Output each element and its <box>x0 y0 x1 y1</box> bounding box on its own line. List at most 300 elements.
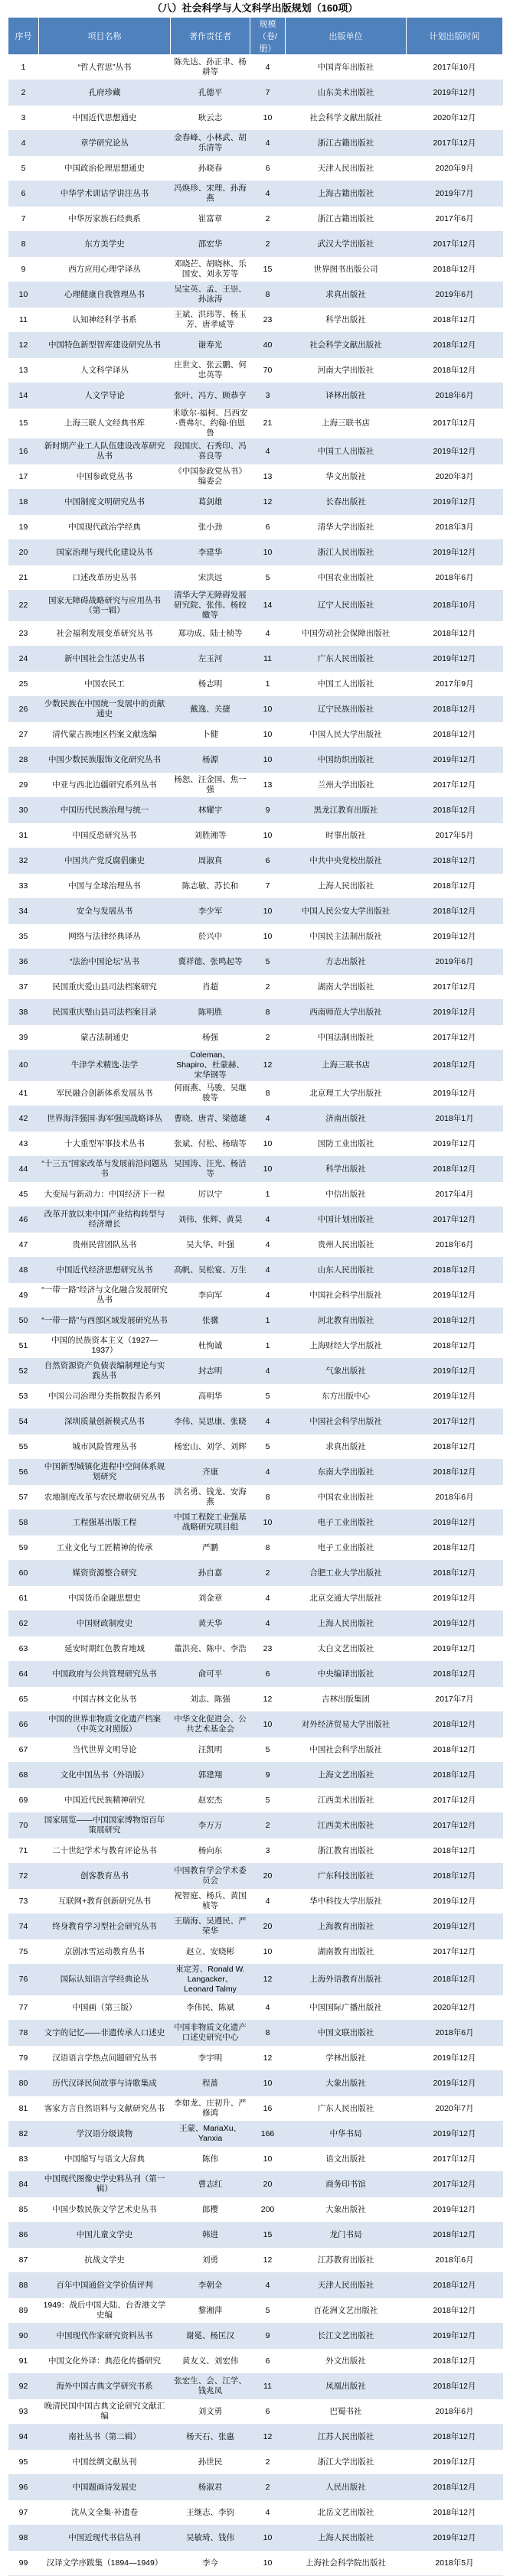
table-row <box>8 1611 503 1636</box>
table-row <box>8 2021 503 2046</box>
cell-author: 吴宝英、孟、王崇、孙泳涛 <box>171 282 250 308</box>
cell-publisher: 黑龙江教育出版社 <box>286 798 407 823</box>
cell-index: 91 <box>8 2349 39 2374</box>
table-row <box>8 282 503 308</box>
cell-project-name: 改革开放以来中国产业结构转型与经济增长 <box>39 1207 171 1233</box>
cell-project-name: 中国的世界非物质文化遗产档案（中英文对照版） <box>39 1712 171 1737</box>
cell-volumes: 10 <box>250 1510 286 1536</box>
cell-date: 2019年12月 <box>407 2324 503 2349</box>
cell-author: 左玉河 <box>171 646 250 672</box>
cell-publisher: 湖南大学出版社 <box>286 975 407 1000</box>
cell-volumes: 11 <box>250 2374 286 2399</box>
cell-date: 2017年12月 <box>407 409 503 439</box>
cell-project-name: 百年中国通俗文学价值评判 <box>39 2273 171 2298</box>
cell-index: 16 <box>8 439 39 464</box>
cell-index: 53 <box>8 1384 39 1409</box>
cell-index: 66 <box>8 1712 39 1737</box>
cell-publisher: 江西美术出版社 <box>286 1788 407 1813</box>
cell-volumes: 10 <box>250 747 286 773</box>
cell-publisher: 时事出版社 <box>286 823 407 848</box>
cell-author: 杨淑君 <box>171 2475 250 2500</box>
cell-volumes: 8 <box>250 282 286 308</box>
cell-project-name: 中国历代民族治理与统一 <box>39 798 171 823</box>
cell-index: 30 <box>8 798 39 823</box>
cell-volumes: 4 <box>250 1586 286 1611</box>
cell-project-name: 少数民族在中国统一发展中的贡献通史 <box>39 697 171 722</box>
cell-author: 李万万 <box>171 1813 250 1838</box>
cell-date: 2018年6月 <box>407 2021 503 2046</box>
table-row <box>8 2122 503 2147</box>
cell-project-name: 中国政治伦理思想通史 <box>39 156 171 181</box>
cell-publisher: 辽宁民族出版社 <box>286 697 407 722</box>
cell-index: 83 <box>8 2147 39 2172</box>
cell-publisher: 广东科技出版社 <box>286 1864 407 1889</box>
cell-date: 2019年12月 <box>407 2526 503 2551</box>
cell-volumes: 6 <box>250 2399 286 2425</box>
cell-author: 刘志、陈强 <box>171 1687 250 1712</box>
cell-publisher: 上海三联书店 <box>286 1050 407 1081</box>
cell-project-name: 中国新型城镇化进程中空间体系规划研究 <box>39 1460 171 1485</box>
table-row <box>8 308 503 333</box>
cell-index: 47 <box>8 1233 39 1258</box>
cell-author: 吴国涛、汪光、杨洁等 <box>171 1157 250 1182</box>
cell-volumes: 10 <box>250 1132 286 1157</box>
cell-date: 2019年12月 <box>407 1889 503 1914</box>
cell-date: 2019年12月 <box>407 747 503 773</box>
cell-author: 曹志红 <box>171 2172 250 2197</box>
cell-publisher: 中国文联出版社 <box>286 2021 407 2046</box>
cell-publisher: 浙江古籍出版社 <box>286 207 407 232</box>
table-row <box>8 540 503 565</box>
cell-index: 14 <box>8 383 39 409</box>
cell-author: 清华大学无障碍发展研究院、张伟、杨皎皦等 <box>171 591 250 621</box>
cell-author: 中国非物质文化遗产口述史研究中心 <box>171 2021 250 2046</box>
cell-index: 44 <box>8 1157 39 1182</box>
cell-project-name: 中国财政制度史 <box>39 1611 171 1636</box>
cell-publisher: 上海人民出版社 <box>286 2526 407 2551</box>
cell-volumes: 5 <box>250 1788 286 1813</box>
cell-index: 94 <box>8 2425 39 2450</box>
cell-volumes: 200 <box>250 2197 286 2223</box>
cell-author: 刘勇 <box>171 2248 250 2273</box>
cell-project-name: 抗战文学史 <box>39 2248 171 2273</box>
table-row <box>8 1025 503 1050</box>
cell-volumes: 6 <box>250 515 286 540</box>
cell-project-name: 京剧冰雪运动教育丛书 <box>39 1939 171 1965</box>
cell-date: 2018年12月 <box>407 2298 503 2324</box>
cell-publisher: 北京交通大学出版社 <box>286 1586 407 1611</box>
cell-author: 邓晓芒、胡晓林、乐国安、刘永芳等 <box>171 257 250 282</box>
cell-publisher: 江西美术出版社 <box>286 1813 407 1838</box>
cell-date: 2018年1月 <box>407 1106 503 1132</box>
cell-volumes: 9 <box>250 1763 286 1788</box>
table-row <box>8 181 503 207</box>
cell-volumes: 12 <box>250 2248 286 2273</box>
cell-publisher: 中国人民大学出版社 <box>286 722 407 747</box>
table-row <box>8 2197 503 2223</box>
cell-date: 2019年7月 <box>407 181 503 207</box>
cell-author: 崔富章 <box>171 207 250 232</box>
cell-volumes: 4 <box>250 1611 286 1636</box>
cell-publisher: 中国社会科学出版社 <box>286 1409 407 1435</box>
cell-publisher: 电子工业出版社 <box>286 1510 407 1536</box>
cell-author: 孙自嘉 <box>171 1561 250 1586</box>
table-row <box>8 1384 503 1409</box>
cell-author: 严鹏 <box>171 1536 250 1561</box>
cell-volumes: 4 <box>250 1359 286 1384</box>
cell-volumes: 4 <box>250 131 286 156</box>
cell-date: 2017年12月 <box>407 1788 503 1813</box>
cell-project-name: 客家方言自然语料与文献研究丛书 <box>39 2096 171 2122</box>
cell-date: 2020年12月 <box>407 1995 503 2021</box>
table-row <box>8 1788 503 1813</box>
cell-project-name: 世界海洋强国·海军强国战略译丛 <box>39 1106 171 1132</box>
cell-publisher: 兰州大学出版社 <box>286 773 407 798</box>
col-header-name: 项目名称 <box>39 18 171 55</box>
cell-publisher: 人民出版社 <box>286 2475 407 2500</box>
cell-publisher: 广东人民出版社 <box>286 646 407 672</box>
table-row <box>8 874 503 899</box>
table-row <box>8 1106 503 1132</box>
table-row <box>8 2223 503 2248</box>
table-row <box>8 2248 503 2273</box>
cell-date: 2018年12月 <box>407 1258 503 1283</box>
cell-date: 2018年5月 <box>407 2551 503 2576</box>
cell-volumes: 4 <box>250 1889 286 1914</box>
cell-index: 52 <box>8 1359 39 1384</box>
cell-project-name: 中国近代思想通史 <box>39 106 171 131</box>
cell-publisher: 中共中央党校出版社 <box>286 848 407 874</box>
cell-index: 50 <box>8 1308 39 1334</box>
table-row <box>8 131 503 156</box>
cell-volumes: 5 <box>250 565 286 591</box>
col-header-date: 计划出版时间 <box>407 18 503 55</box>
cell-index: 38 <box>8 1000 39 1025</box>
cell-date: 2018年12月 <box>407 1050 503 1081</box>
cell-index: 28 <box>8 747 39 773</box>
cell-project-name: “法治中国论坛”丛书 <box>39 949 171 975</box>
cell-publisher: 江苏教育出版社 <box>286 2248 407 2273</box>
cell-index: 60 <box>8 1561 39 1586</box>
cell-volumes: 5 <box>250 2298 286 2324</box>
cell-volumes: 2 <box>250 1813 286 1838</box>
cell-date: 2018年12月 <box>407 1737 503 1763</box>
cell-index: 56 <box>8 1460 39 1485</box>
cell-publisher: 中国国际广播出版社 <box>286 1995 407 2021</box>
cell-volumes: 12 <box>250 2425 286 2450</box>
cell-publisher: 清华大学出版社 <box>286 515 407 540</box>
cell-author: 李宇明 <box>171 2046 250 2071</box>
cell-volumes: 4 <box>250 1460 286 1485</box>
cell-index: 31 <box>8 823 39 848</box>
table-row <box>8 1050 503 1081</box>
cell-publisher: 华文出版社 <box>286 464 407 490</box>
cell-author: 中国工程院工业强基战略研究项目组 <box>171 1510 250 1536</box>
cell-publisher: 上海财经大学出版社 <box>286 1334 407 1359</box>
table-row <box>8 621 503 646</box>
cell-date: 2018年12月 <box>407 848 503 874</box>
cell-author: 刘伟、张辉、黄昊 <box>171 1207 250 1233</box>
cell-volumes: 4 <box>250 2500 286 2526</box>
cell-date: 2017年12月 <box>407 773 503 798</box>
cell-date: 2018年12月 <box>407 1334 503 1359</box>
cell-publisher: 东南大学出版社 <box>286 1460 407 1485</box>
cell-project-name: 1949：战后中国大陆、台香港文学史编 <box>39 2298 171 2324</box>
cell-index: 71 <box>8 1838 39 1864</box>
table-row <box>8 358 503 383</box>
cell-author: Coleman、Shapiro、杜蒙赫、宋华钢等 <box>171 1050 250 1081</box>
table-row <box>8 464 503 490</box>
cell-volumes: 5 <box>250 1737 286 1763</box>
cell-volumes: 10 <box>250 2147 286 2172</box>
table-row <box>8 1939 503 1965</box>
table-row <box>8 823 503 848</box>
table-row <box>8 207 503 232</box>
cell-index: 75 <box>8 1939 39 1965</box>
table-row <box>8 106 503 131</box>
cell-publisher: 上海外语教育出版社 <box>286 1965 407 1995</box>
table-row <box>8 1687 503 1712</box>
cell-publisher: 天津人民出版社 <box>286 156 407 181</box>
cell-author: 邵宏华 <box>171 232 250 257</box>
cell-index: 55 <box>8 1435 39 1460</box>
cell-author: 段国庆、石秀印、冯喜良等 <box>171 439 250 464</box>
cell-author: 王瑞海、吴遵民、严荣华 <box>171 1914 250 1939</box>
cell-date: 2018年12月 <box>407 2374 503 2399</box>
cell-index: 37 <box>8 975 39 1000</box>
cell-project-name: 南社丛书（第二辑） <box>39 2425 171 2450</box>
cell-project-name: 沈从文全集·补遗卷 <box>39 2500 171 2526</box>
cell-volumes: 6 <box>250 1662 286 1687</box>
cell-index: 87 <box>8 2248 39 2273</box>
cell-date: 2017年6月 <box>407 207 503 232</box>
cell-volumes: 4 <box>250 439 286 464</box>
cell-volumes: 2 <box>250 1561 286 1586</box>
cell-author: 张宏生、会、江学、钱兆凤 <box>171 2374 250 2399</box>
cell-project-name: 贵州民营团队丛书 <box>39 1233 171 1258</box>
table-row <box>8 1182 503 1207</box>
cell-project-name: 安全与发展丛书 <box>39 899 171 924</box>
cell-project-name: 认知神经科学书系 <box>39 308 171 333</box>
cell-date: 2017年12月 <box>407 1813 503 1838</box>
cell-project-name: “十三五”国家改革与发展前沿问题丛书 <box>39 1157 171 1182</box>
cell-author: 谢寿光 <box>171 333 250 358</box>
cell-index: 39 <box>8 1025 39 1050</box>
cell-date: 2018年12月 <box>407 899 503 924</box>
cell-volumes: 10 <box>250 540 286 565</box>
cell-index: 90 <box>8 2324 39 2349</box>
cell-project-name: 汉语语言学热点问题研究丛书 <box>39 2046 171 2071</box>
table-row <box>8 1132 503 1157</box>
cell-project-name: 中国现代图像史学史料丛刊（第一辑） <box>39 2172 171 2197</box>
table-row <box>8 439 503 464</box>
cell-volumes: 2 <box>250 2475 286 2500</box>
cell-publisher: 中国社会科学出版社 <box>286 1737 407 1763</box>
cell-publisher: 济南出版社 <box>286 1106 407 1132</box>
table-row <box>8 55 503 80</box>
cell-publisher: 上海人民出版社 <box>286 1611 407 1636</box>
cell-author: 耿云志 <box>171 106 250 131</box>
cell-publisher: 上海古籍出版社 <box>286 181 407 207</box>
cell-author: 洪名勇、钱龙、安海燕 <box>171 1485 250 1510</box>
cell-volumes: 10 <box>250 1712 286 1737</box>
cell-publisher: 中国工人出版社 <box>286 672 407 697</box>
cell-publisher: 百花洲文艺出版社 <box>286 2298 407 2324</box>
cell-publisher: 江苏人民出版社 <box>286 2425 407 2450</box>
cell-index: 7 <box>8 207 39 232</box>
table-row <box>8 80 503 106</box>
cell-publisher: 西南师范大学出版社 <box>286 1000 407 1025</box>
cell-volumes: 16 <box>250 2096 286 2122</box>
cell-author: 中国教育学会学术委员会 <box>171 1864 250 1889</box>
cell-volumes: 4 <box>250 1106 286 1132</box>
cell-volumes: 10 <box>250 697 286 722</box>
table-row <box>8 1662 503 1687</box>
cell-date: 2020年7月 <box>407 2096 503 2122</box>
cell-author: 吴大华、叶强 <box>171 1233 250 1258</box>
cell-date: 2018年12月 <box>407 1662 503 1687</box>
cell-project-name: 中国现代政治学经典 <box>39 515 171 540</box>
cell-publisher: 中国人民公安大学出版社 <box>286 899 407 924</box>
cell-index: 72 <box>8 1864 39 1889</box>
cell-publisher: 长春出版社 <box>286 490 407 515</box>
cell-index: 8 <box>8 232 39 257</box>
cell-index: 80 <box>8 2071 39 2096</box>
table-row <box>8 672 503 697</box>
table-row <box>8 899 503 924</box>
cell-publisher: 浙江古籍出版社 <box>286 131 407 156</box>
cell-date: 2019年12月 <box>407 2071 503 2096</box>
cell-index: 97 <box>8 2500 39 2526</box>
cell-publisher: 北岳文艺出版社 <box>286 2500 407 2526</box>
cell-author: 祝智庭、杨兵、黄国桢等 <box>171 1889 250 1914</box>
cell-project-name: 中国近代民族精神研究 <box>39 1788 171 1813</box>
cell-date: 2019年12月 <box>407 1510 503 1536</box>
cell-author: 董洪亮、陈中、李浩 <box>171 1636 250 1662</box>
cell-author: 吴敏琦、钱伟 <box>171 2526 250 2551</box>
cell-project-name: 人文科学译丛 <box>39 358 171 383</box>
cell-volumes: 8 <box>250 1485 286 1510</box>
cell-date: 2018年3月 <box>407 515 503 540</box>
cell-date: 2018年12月 <box>407 1763 503 1788</box>
table-header <box>8 18 503 55</box>
cell-project-name: 中亚与西北边疆研究系列丛书 <box>39 773 171 798</box>
table-row <box>8 1712 503 1737</box>
cell-publisher: 浙江教育出版社 <box>286 1838 407 1864</box>
cell-author: 庄世文、张云鹏、何忠英等 <box>171 358 250 383</box>
table-row <box>8 1000 503 1025</box>
cell-project-name: 中国现代作家研究资料丛书 <box>39 2324 171 2349</box>
cell-date: 2019年12月 <box>407 1914 503 1939</box>
cell-project-name: 汉译文学序跋集（1894—1949） <box>39 2551 171 2576</box>
cell-index: 17 <box>8 464 39 490</box>
table-row <box>8 1485 503 1510</box>
cell-project-name: 新时期产业工人队伍建设改革研究丛书 <box>39 439 171 464</box>
table-row <box>8 591 503 621</box>
cell-project-name: 中国制度文明研究丛书 <box>39 490 171 515</box>
cell-date: 2019年12月 <box>407 1081 503 1106</box>
table-row <box>8 697 503 722</box>
cell-project-name: 西方应用心理学译丛 <box>39 257 171 282</box>
cell-volumes: 1 <box>250 672 286 697</box>
cell-project-name: 新中国社会生活史丛书 <box>39 646 171 672</box>
cell-project-name: 二十世纪学术与教育评论丛书 <box>39 1838 171 1864</box>
cell-publisher: 商务印书馆 <box>286 2172 407 2197</box>
cell-date: 2019年12月 <box>407 1611 503 1636</box>
cell-volumes: 4 <box>250 181 286 207</box>
cell-publisher: 广东人民出版社 <box>286 2096 407 2122</box>
cell-date: 2018年6月 <box>407 565 503 591</box>
cell-volumes: 7 <box>250 80 286 106</box>
cell-volumes: 12 <box>250 1050 286 1081</box>
page-title: （八）社会科学与人文科学出版规划（160项） <box>152 2 358 14</box>
cell-index: 67 <box>8 1737 39 1763</box>
cell-project-name: 中国的民族资本主义（1927—1937） <box>39 1334 171 1359</box>
cell-author: 杨强 <box>171 1025 250 1050</box>
cell-index: 1 <box>8 55 39 80</box>
cell-project-name: 文字的记忆——非遗传承人口述史 <box>39 2021 171 2046</box>
cell-index: 2 <box>8 80 39 106</box>
col-header-author: 著作责任者 <box>171 18 250 55</box>
cell-project-name: 孔府珍藏 <box>39 80 171 106</box>
cell-project-name: 章学研究论丛 <box>39 131 171 156</box>
cell-project-name: 心理健康自我管理丛书 <box>39 282 171 308</box>
cell-volumes: 20 <box>250 1914 286 1939</box>
cell-author: 刘金章 <box>171 1586 250 1611</box>
cell-author: 张叶、冯方、顾恭亨 <box>171 383 250 409</box>
cell-project-name: 中国少数民族服饰文化研究丛书 <box>39 747 171 773</box>
cell-project-name: “一带一路”经济与文化融合发展研究丛书 <box>39 1283 171 1308</box>
cell-author: 程蔷 <box>171 2071 250 2096</box>
cell-project-name: 牛津学术精选·法学 <box>39 1050 171 1081</box>
cell-project-name: 中国货币金融思想史 <box>39 1586 171 1611</box>
cell-author: 林耀宇 <box>171 798 250 823</box>
cell-author: 赵立、安晓彬 <box>171 1939 250 1965</box>
cell-author: 杜恂诚 <box>171 1334 250 1359</box>
cell-project-name: 中国文化外译：典范化传播研究 <box>39 2349 171 2374</box>
table-row <box>8 1914 503 1939</box>
col-header-publisher: 出版单位 <box>286 18 407 55</box>
cell-index: 74 <box>8 1914 39 1939</box>
cell-index: 20 <box>8 540 39 565</box>
cell-index: 18 <box>8 490 39 515</box>
table-row <box>8 2526 503 2551</box>
cell-publisher: 中国社会科学出版社 <box>286 1283 407 1308</box>
cell-publisher: 求真出版社 <box>286 282 407 308</box>
cell-publisher: 合肥工业大学出版社 <box>286 1561 407 1586</box>
cell-publisher: 太白文艺出版社 <box>286 1636 407 1662</box>
cell-date: 2018年12月 <box>407 333 503 358</box>
cell-publisher: 中国农业出版社 <box>286 565 407 591</box>
cell-volumes: 10 <box>250 1157 286 1182</box>
cell-publisher: 上海教育出版社 <box>286 1914 407 1939</box>
cell-project-name: 文化中国丛书（外语版） <box>39 1763 171 1788</box>
cell-publisher: 长江文艺出版社 <box>286 2324 407 2349</box>
cell-project-name: 历代汉译民间故事与诗歌集成 <box>39 2071 171 2096</box>
cell-date: 2017年5月 <box>407 823 503 848</box>
cell-volumes: 23 <box>250 1636 286 1662</box>
cell-author: 於兴中 <box>171 924 250 949</box>
cell-date: 2018年12月 <box>407 2273 503 2298</box>
cell-author: 《中国参政党丛书》编委会 <box>171 464 250 490</box>
cell-volumes: 21 <box>250 409 286 439</box>
cell-index: 34 <box>8 899 39 924</box>
cell-index: 25 <box>8 672 39 697</box>
cell-author: 郎樱 <box>171 2197 250 2223</box>
cell-volumes: 12 <box>250 1687 286 1712</box>
cell-volumes: 3 <box>250 1838 286 1864</box>
cell-date: 2019年12月 <box>407 1000 503 1025</box>
